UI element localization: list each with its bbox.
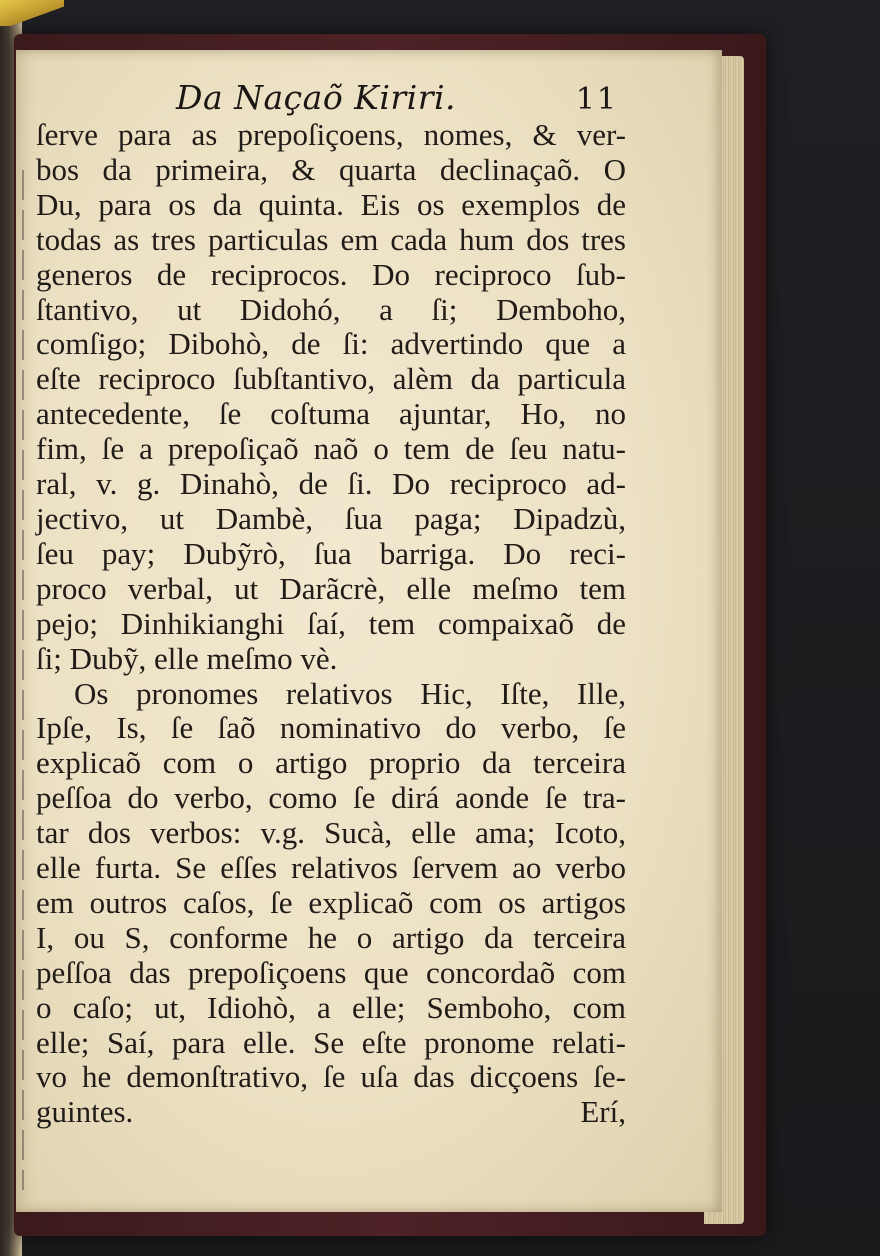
text-line: elle furta. Se eſſes relativos ſervem ao verbo — [36, 850, 626, 886]
text-line: jectivo, ut Dambè, ſua paga; Dipadzù, — [36, 500, 626, 536]
text-line: generos de reciprocos. Do reciproco ſub- — [36, 256, 626, 292]
gutter-shadow — [22, 170, 24, 1190]
text-line: Du, para os da quinta. Eis os exemplos de — [36, 186, 626, 222]
text-line: guintes. — [36, 1094, 134, 1130]
running-head: Da Naçaõ Kiriri. — [176, 78, 457, 117]
text-line: peſſoa do verbo, como ſe dirá aonde ſe tra- — [36, 780, 626, 816]
paragraph-start-line: Os pronomes relativos Hic, Iſte, Ille, — [74, 675, 626, 711]
text-line: proco verbal, ut Darãcrè, elle meſmo tem — [36, 570, 626, 606]
text-line: tar dos verbos: v.g. Sucà, elle ama; Icoto, — [36, 815, 626, 851]
text-line: ſeu pay; Dubỹrò, ſua barriga. Do reci- — [36, 535, 626, 571]
text-line: ſtantivo, ut Didohó, a ſi; Demboho, — [36, 291, 626, 327]
text-line: bos da primeira, & quarta declinaçaõ. O — [36, 151, 626, 187]
text-line: ral, v. g. Dinahò, de ſi. Do reciproco ad- — [36, 466, 626, 502]
text-line: eſte reciproco ſubſtantivo, alèm da particula — [36, 361, 626, 397]
text-line: explicaõ com o artigo proprio da terceira — [36, 745, 626, 781]
final-line — [36, 1095, 626, 1130]
page-number: 11 — [575, 82, 618, 117]
text-line: pejo; Dinhikianghi ſaí, tem compaixaõ de — [36, 605, 626, 641]
text-line: peſſoa das prepoſiçoens que concordaõ com — [36, 954, 626, 990]
catchword: Erí, — [580, 1094, 626, 1130]
body-text — [36, 118, 626, 1130]
text-line: Ipſe, Is, ſe ſaõ nominativo do verbo, ſe — [36, 710, 626, 746]
text-line: ſerve para as prepoſiçoens, nomes, & ver- — [36, 117, 626, 152]
text-line: antecedente, ſe coſtuma ajuntar, Ho, no — [36, 396, 626, 432]
book-page — [16, 50, 722, 1212]
text-line: ſi; Dubỹ, elle meſmo vè. — [36, 640, 338, 676]
text-line: todas as tres particulas em cada hum dos tres — [36, 221, 626, 257]
bookmark-ribbon — [0, 0, 64, 26]
text-line: vo he demonſtrativo, ſe uſa das dicçoens ſe- — [36, 1059, 626, 1095]
text-line: em outros caſos, ſe explicaõ com os artigos — [36, 884, 626, 920]
text-line: I, ou S, conforme he o artigo da terceira — [36, 919, 626, 955]
text-line: comſigo; Dibohò, de ſi: advertindo que a — [36, 326, 626, 362]
text-line: fim, ſe a prepoſiçaõ naõ o tem de ſeu natu- — [36, 431, 626, 467]
text-line: elle; Saí, para elle. Se eſte pronome relati- — [36, 1024, 626, 1060]
text-line: o caſo; ut, Idiohò, a elle; Semboho, com — [36, 989, 626, 1025]
